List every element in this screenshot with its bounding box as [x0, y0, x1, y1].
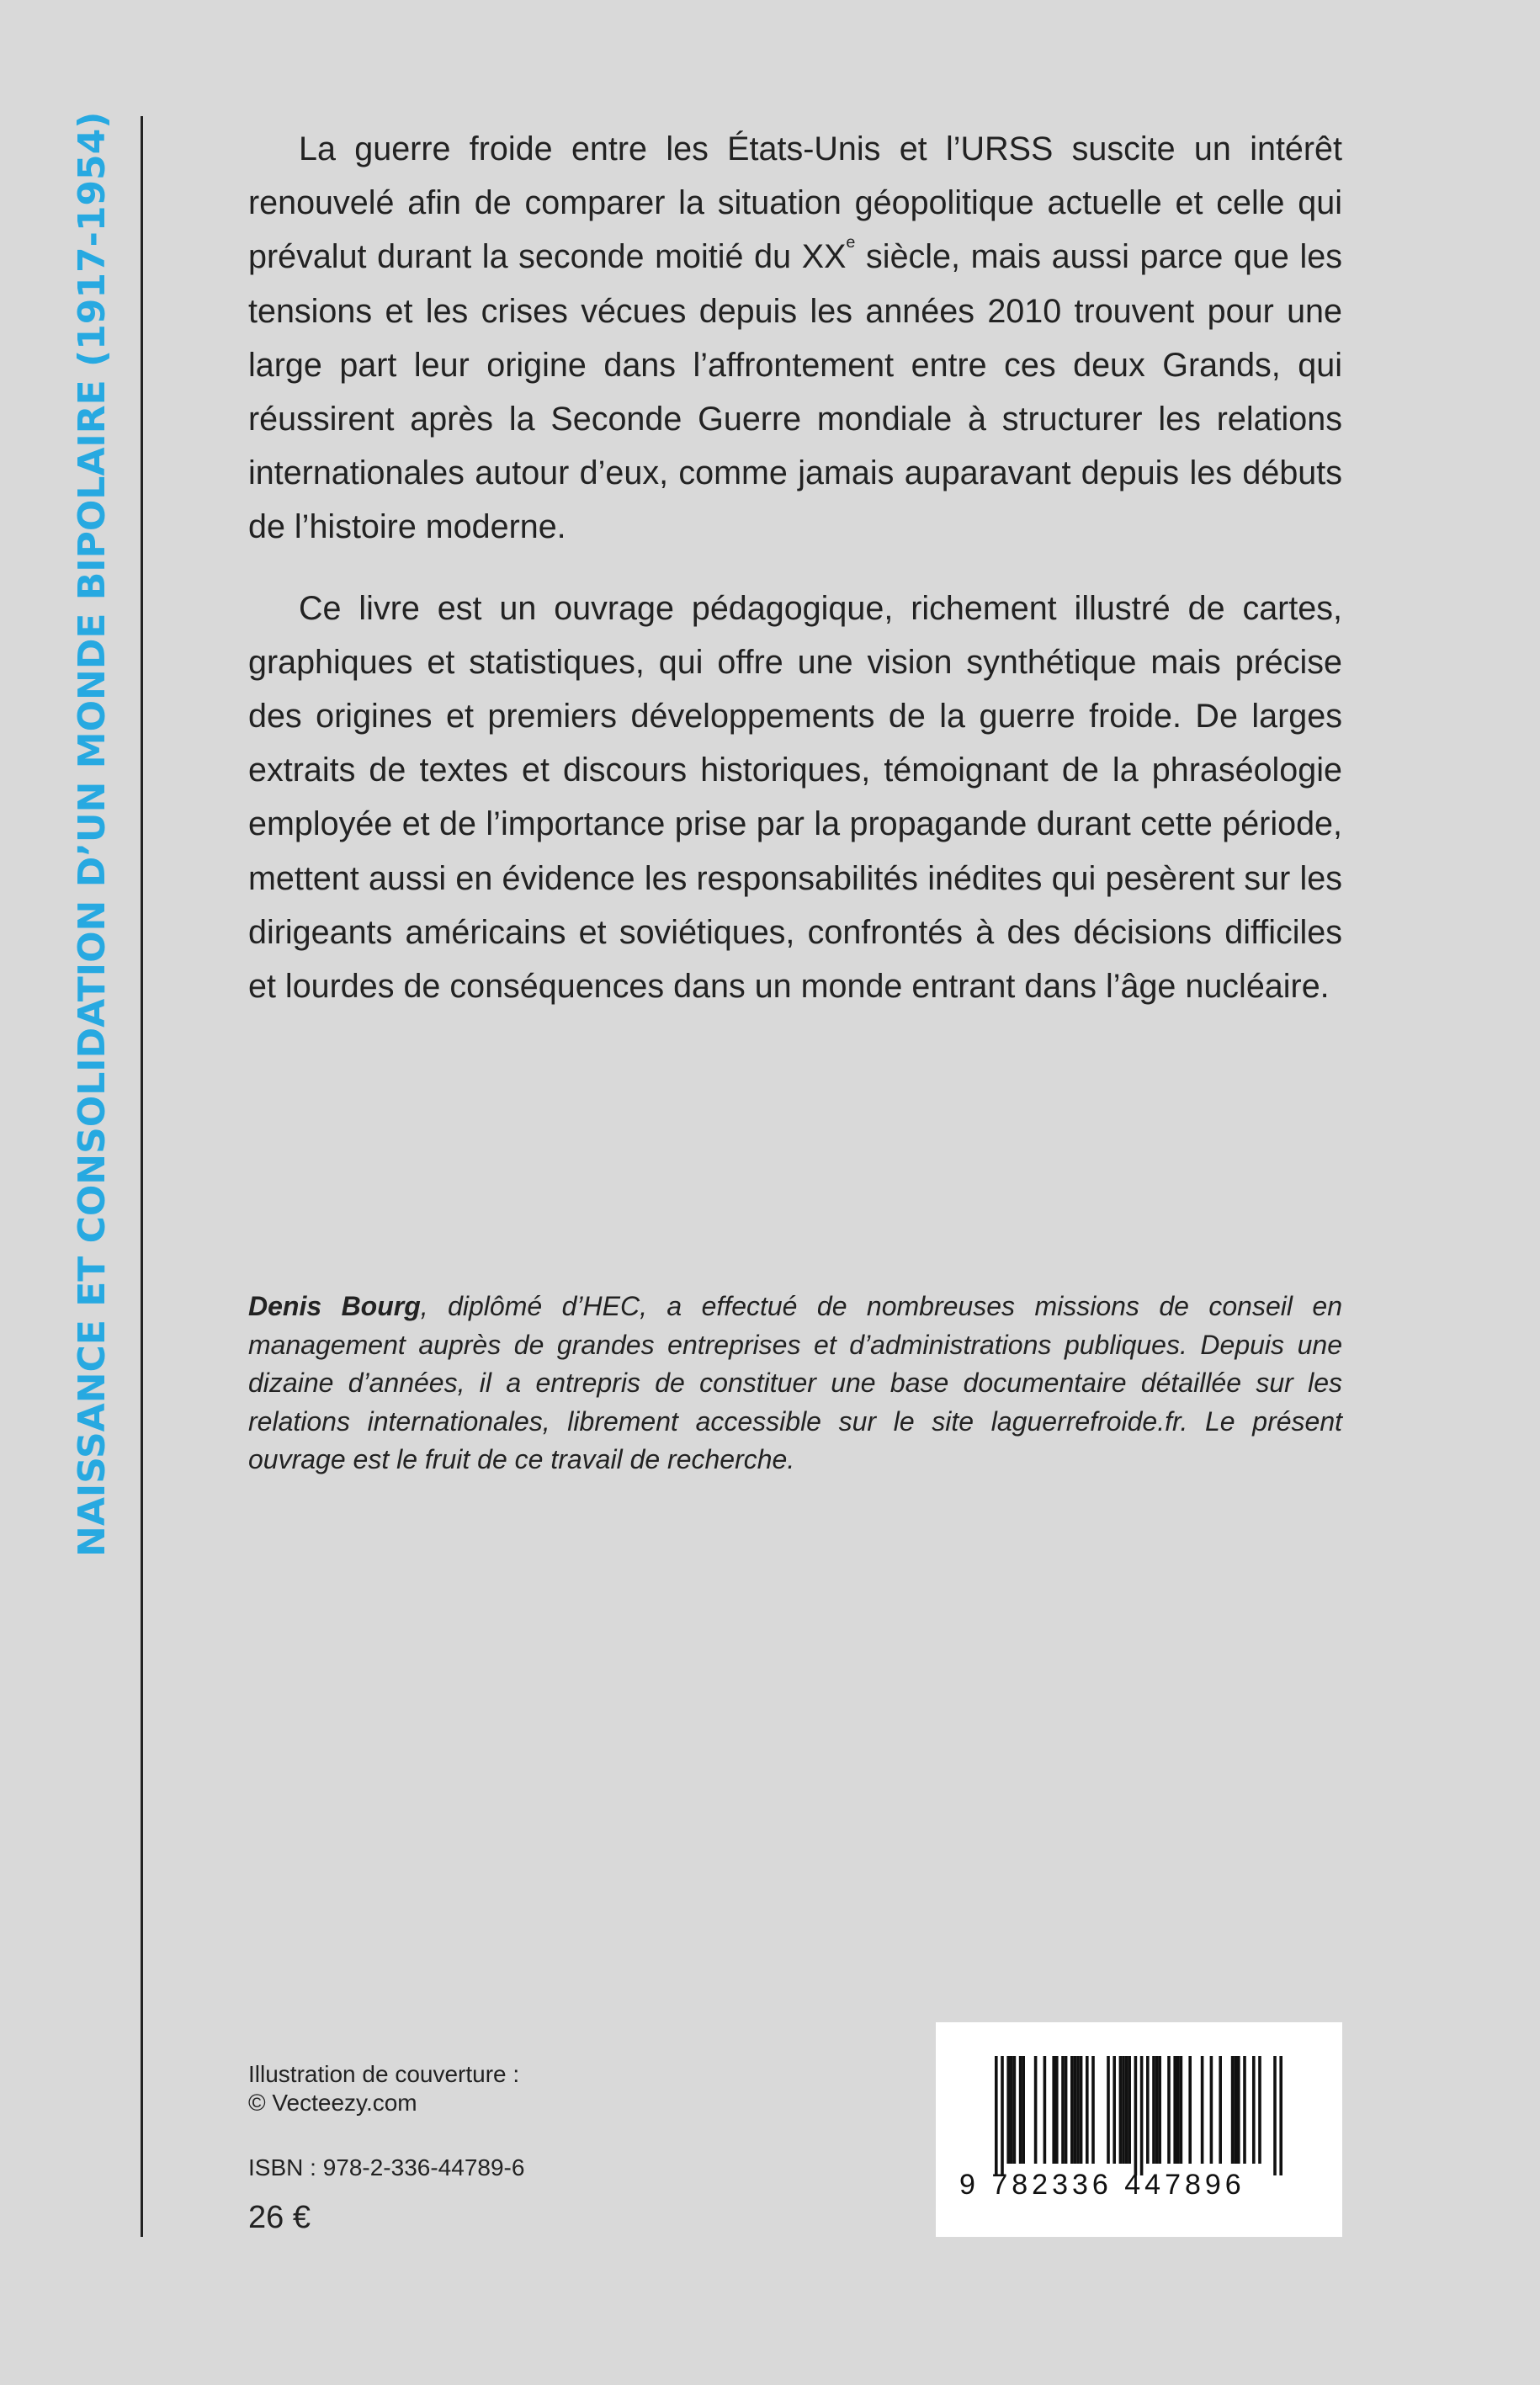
barcode-bar — [1279, 2056, 1282, 2175]
author-bio — [248, 1288, 1342, 1479]
barcode-bar — [1140, 2056, 1144, 2175]
barcode-bar — [1237, 2056, 1240, 2164]
barcode-bars — [936, 2022, 1342, 2237]
summary-paragraph-2: Ce livre est un ouvrage pédagogique, richement illustré de cartes, graphiques et statistiques, qui offre une vision synthétique mais précise des origines et premiers développements de la guerre froide. De larges extraits de textes et discours historiques, témoignant de la phraséologie employée et de l’importance prise par la propagande durant cette période, mettent aussi en évidence les responsabilités inédites qui pesèrent sur les dirigeants américains et soviétiques, confrontés à des décisions difficiles et lourdes de conséquences dans un monde entrant dans l’âge nucléaire. — [248, 589, 1342, 1006]
barcode-bar — [1231, 2056, 1235, 2164]
barcode-bar — [1086, 2056, 1089, 2164]
illustration-credit-label: Illustration de couverture : — [248, 2061, 520, 2087]
author-name: Denis Bourg — [248, 1291, 421, 1321]
barcode-bar — [1052, 2056, 1055, 2164]
barcode-bar — [1001, 2056, 1004, 2175]
barcode-bar — [1113, 2056, 1116, 2164]
barcode-digits: 9 782336 447896 — [959, 2169, 1245, 2201]
barcode-bar — [1167, 2056, 1171, 2164]
barcode-bar — [1061, 2056, 1065, 2164]
barcode-bar — [1134, 2056, 1138, 2175]
barcode-bar — [1258, 2056, 1261, 2164]
barcode-bar — [1119, 2056, 1123, 2164]
barcode-bar — [1076, 2056, 1080, 2164]
barcode-bar — [1043, 2056, 1047, 2164]
barcode-bar — [1201, 2056, 1204, 2164]
barcode-bar — [1107, 2056, 1110, 2164]
barcode-bar — [1158, 2056, 1161, 2164]
barcode-bar — [1176, 2056, 1180, 2164]
barcode-bar — [1091, 2056, 1095, 2164]
barcode-bar — [1122, 2056, 1125, 2164]
barcode-bar — [1034, 2056, 1038, 2164]
summary-p1-start: La guerre froide entre les États-Unis et l’URSS suscite un intérêt renouvelé afin de comparer la situation géopolitique actuelle et celle qui prévalut durant la seconde moitié du XX — [248, 130, 1342, 276]
spine-title: NAISSANCE ET CONSOLIDATION D’UN MONDE BIPOLAIRE (1917-1954) — [71, 111, 114, 1557]
barcode-bar — [1155, 2056, 1159, 2164]
isbn: ISBN : 978-2-336-44789-6 — [248, 2154, 525, 2180]
barcode-bar — [1234, 2056, 1237, 2164]
barcode-bar — [1180, 2056, 1183, 2164]
barcode-bar — [1173, 2056, 1176, 2164]
barcode-bar — [1065, 2056, 1068, 2164]
barcode-bar — [1252, 2056, 1256, 2164]
barcode-bar — [1010, 2056, 1013, 2164]
barcode-bar — [1146, 2056, 1150, 2164]
barcode-bar — [1128, 2056, 1131, 2164]
barcode — [936, 2022, 1342, 2237]
barcode-bar — [995, 2056, 998, 2175]
barcode-bar — [1125, 2056, 1128, 2164]
author-bio-text: , diplômé d’HEC, a effectué de nombreuses missions de conseil en management auprès de grandes entreprises et d’administrations publiques. Depuis une dizaine d’années, il a entrepris de constituer une base documentaire détaillée sur les relations internationales, librement accessible sur le site laguerrefroide.fr. Le présent ouvrage est le fruit de ce travail de recherche. — [248, 1291, 1343, 1474]
summary-p1-end: siècle, mais aussi parce que les tensions et les crises vécues depuis les années 2010 trouvent pour une large part leur origine dans l’affrontement entre ces deux Grands, qui réussirent après la Seconde Guerre mondiale à structurer les relations internationales autour d’eux, comme jamais auparavant depuis les débuts de l’histoire moderne. — [248, 238, 1342, 546]
barcode-bar — [1022, 2056, 1025, 2164]
illustration-credit-source: © Vecteezy.com — [248, 2090, 417, 2116]
barcode-bar — [1070, 2056, 1074, 2164]
barcode-bar — [1074, 2056, 1077, 2164]
summary-paragraph-1 — [248, 122, 1342, 555]
century-superscript: e — [846, 233, 856, 252]
barcode-bar — [1273, 2056, 1277, 2175]
back-cover-summary — [248, 122, 1342, 1013]
barcode-bar — [1080, 2056, 1083, 2164]
barcode-bar — [1210, 2056, 1213, 2164]
barcode-bar — [1243, 2056, 1246, 2164]
cover-credits — [248, 2060, 519, 2117]
spine-divider — [141, 116, 143, 2237]
barcode-bar — [1055, 2056, 1059, 2164]
barcode-bar — [1006, 2056, 1010, 2164]
barcode-bar — [1019, 2056, 1022, 2164]
barcode-bar — [1219, 2056, 1222, 2164]
barcode-bar — [1152, 2056, 1155, 2164]
price: 26 € — [248, 2200, 311, 2235]
barcode-bar — [1188, 2056, 1192, 2164]
barcode-bar — [1013, 2056, 1017, 2164]
